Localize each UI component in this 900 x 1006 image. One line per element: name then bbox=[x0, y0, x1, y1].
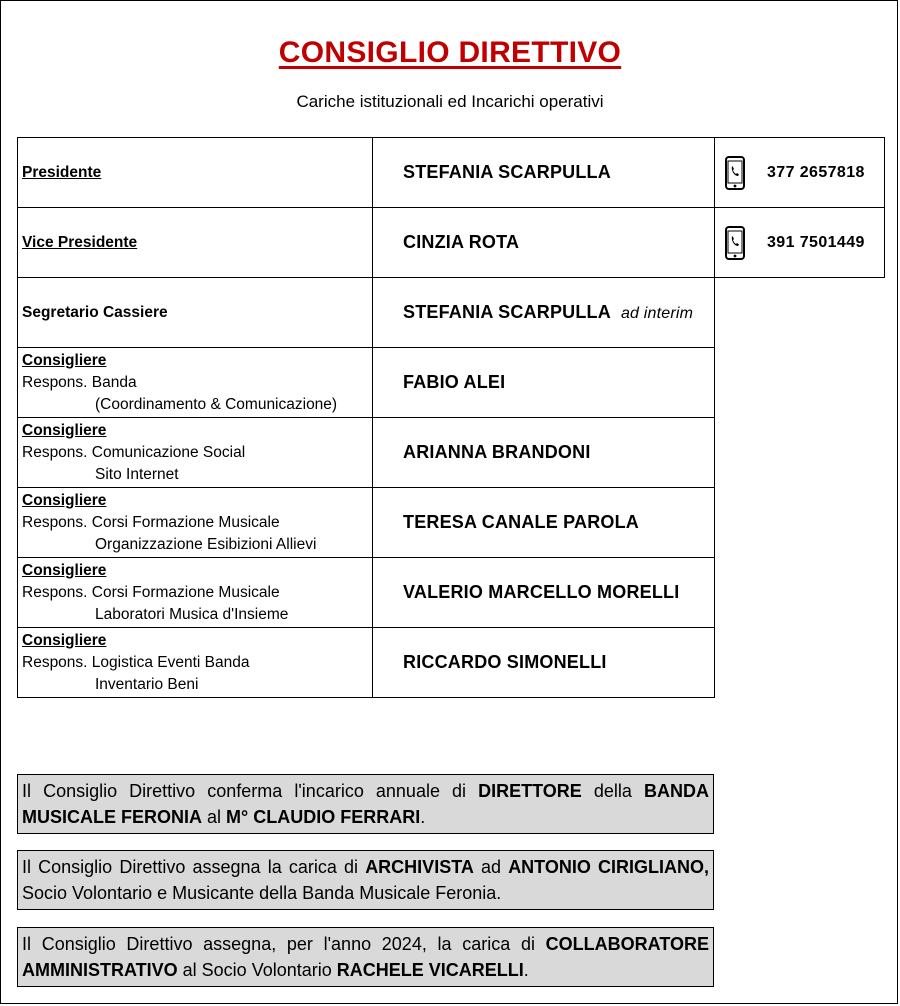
director-note bbox=[17, 774, 714, 834]
role-label: Presidente bbox=[22, 163, 102, 181]
roles-table bbox=[17, 137, 885, 698]
table-row bbox=[18, 558, 885, 628]
name-cell bbox=[373, 348, 715, 418]
member-name: FABIO ALEI bbox=[403, 372, 506, 392]
note-bold: DIRETTORE bbox=[478, 781, 582, 801]
role-label: Segretario Cassiere bbox=[22, 303, 168, 321]
note-text: Socio Volontario e Musicante della Banda Musicale Feronia. bbox=[22, 883, 502, 903]
name-cell bbox=[373, 278, 715, 348]
role-label: Consigliere bbox=[22, 351, 107, 369]
note-bold: RACHELE VICARELLI bbox=[336, 960, 524, 980]
administrative-note bbox=[17, 927, 714, 987]
table-row bbox=[18, 488, 885, 558]
note-text: ad bbox=[473, 857, 509, 877]
name-cell bbox=[373, 628, 715, 698]
note-text: Il Consiglio Direttivo assegna, per l'anno 2024, la carica di bbox=[22, 934, 546, 954]
note-bold: BANDA MUSICALE FERONIA bbox=[22, 781, 709, 827]
member-name: VALERIO MARCELLO MORELLI bbox=[403, 582, 680, 602]
name-cell bbox=[373, 208, 715, 278]
interim-note: ad interim bbox=[620, 305, 694, 322]
note-bold: ANTONIO CIRIGLIANO, bbox=[508, 857, 710, 877]
note-bold: M° CLAUDIO FERRARI bbox=[226, 807, 421, 827]
member-name: ARIANNA BRANDONI bbox=[403, 442, 591, 462]
responsibility-detail: Sito Internet bbox=[95, 465, 179, 483]
role-cell bbox=[18, 558, 373, 628]
phone-number: 377 2657818 bbox=[767, 163, 865, 181]
phone-cell bbox=[715, 208, 885, 278]
role-label: Consigliere bbox=[22, 421, 107, 439]
note-text: Il Consiglio Direttivo conferma l'incarico annuale di bbox=[22, 781, 479, 801]
responsibility-detail: (Coordinamento & Comunicazione) bbox=[95, 395, 338, 413]
note-text: . bbox=[523, 960, 529, 980]
responsibility-label: Respons. Logistica Eventi Banda bbox=[22, 653, 250, 671]
name-cell bbox=[373, 138, 715, 208]
table-row bbox=[18, 208, 885, 278]
role-label: Consigliere bbox=[22, 631, 107, 649]
phone-number: 391 7501449 bbox=[767, 233, 865, 251]
member-name: STEFANIA SCARPULLA bbox=[403, 162, 611, 182]
note-text: Il Consiglio Direttivo assegna la carica di bbox=[22, 857, 366, 877]
table-row bbox=[18, 418, 885, 488]
note-text: al bbox=[202, 807, 227, 827]
note-text: . bbox=[420, 807, 426, 827]
table-row bbox=[18, 278, 885, 348]
responsibility-detail: Inventario Beni bbox=[95, 675, 199, 693]
note-bold: COLLABORATORE AMMINISTRATIVO bbox=[22, 934, 709, 980]
role-cell bbox=[18, 208, 373, 278]
member-name: STEFANIA SCARPULLA bbox=[403, 302, 611, 322]
name-cell bbox=[373, 488, 715, 558]
role-cell bbox=[18, 628, 373, 698]
member-name: CINZIA ROTA bbox=[403, 232, 520, 252]
name-cell bbox=[373, 418, 715, 488]
page-subtitle: Cariche istituzionali ed Incarichi operativi bbox=[296, 92, 604, 111]
responsibility-detail: Organizzazione Esibizioni Allievi bbox=[95, 535, 317, 553]
responsibility-label: Respons. Banda bbox=[22, 373, 137, 391]
role-label: Vice Presidente bbox=[22, 233, 138, 251]
table-row bbox=[18, 348, 885, 418]
responsibility-detail: Laboratori Musica d'Insieme bbox=[95, 605, 289, 623]
page-title: CONSIGLIO DIRETTIVO bbox=[278, 36, 622, 69]
member-name: TERESA CANALE PAROLA bbox=[403, 512, 640, 532]
responsibility-label: Respons. Corsi Formazione Musicale bbox=[22, 583, 280, 601]
role-cell bbox=[18, 278, 373, 348]
role-cell bbox=[18, 138, 373, 208]
mobile-phone-icon bbox=[725, 226, 745, 260]
role-cell bbox=[18, 488, 373, 558]
note-text: della bbox=[581, 781, 644, 801]
member-name: RICCARDO SIMONELLI bbox=[403, 652, 607, 672]
name-cell bbox=[373, 558, 715, 628]
responsibility-label: Respons. Comunicazione Social bbox=[22, 443, 246, 461]
archivist-note bbox=[17, 850, 714, 910]
note-text: al Socio Volontario bbox=[177, 960, 337, 980]
phone-cell bbox=[715, 138, 885, 208]
role-cell bbox=[18, 418, 373, 488]
table-row bbox=[18, 628, 885, 698]
note-bold: ARCHIVISTA bbox=[365, 857, 474, 877]
mobile-phone-icon bbox=[725, 156, 745, 190]
table-row bbox=[18, 138, 885, 208]
role-label: Consigliere bbox=[22, 491, 107, 509]
role-cell bbox=[18, 348, 373, 418]
responsibility-label: Respons. Corsi Formazione Musicale bbox=[22, 513, 280, 531]
role-label: Consigliere bbox=[22, 561, 107, 579]
